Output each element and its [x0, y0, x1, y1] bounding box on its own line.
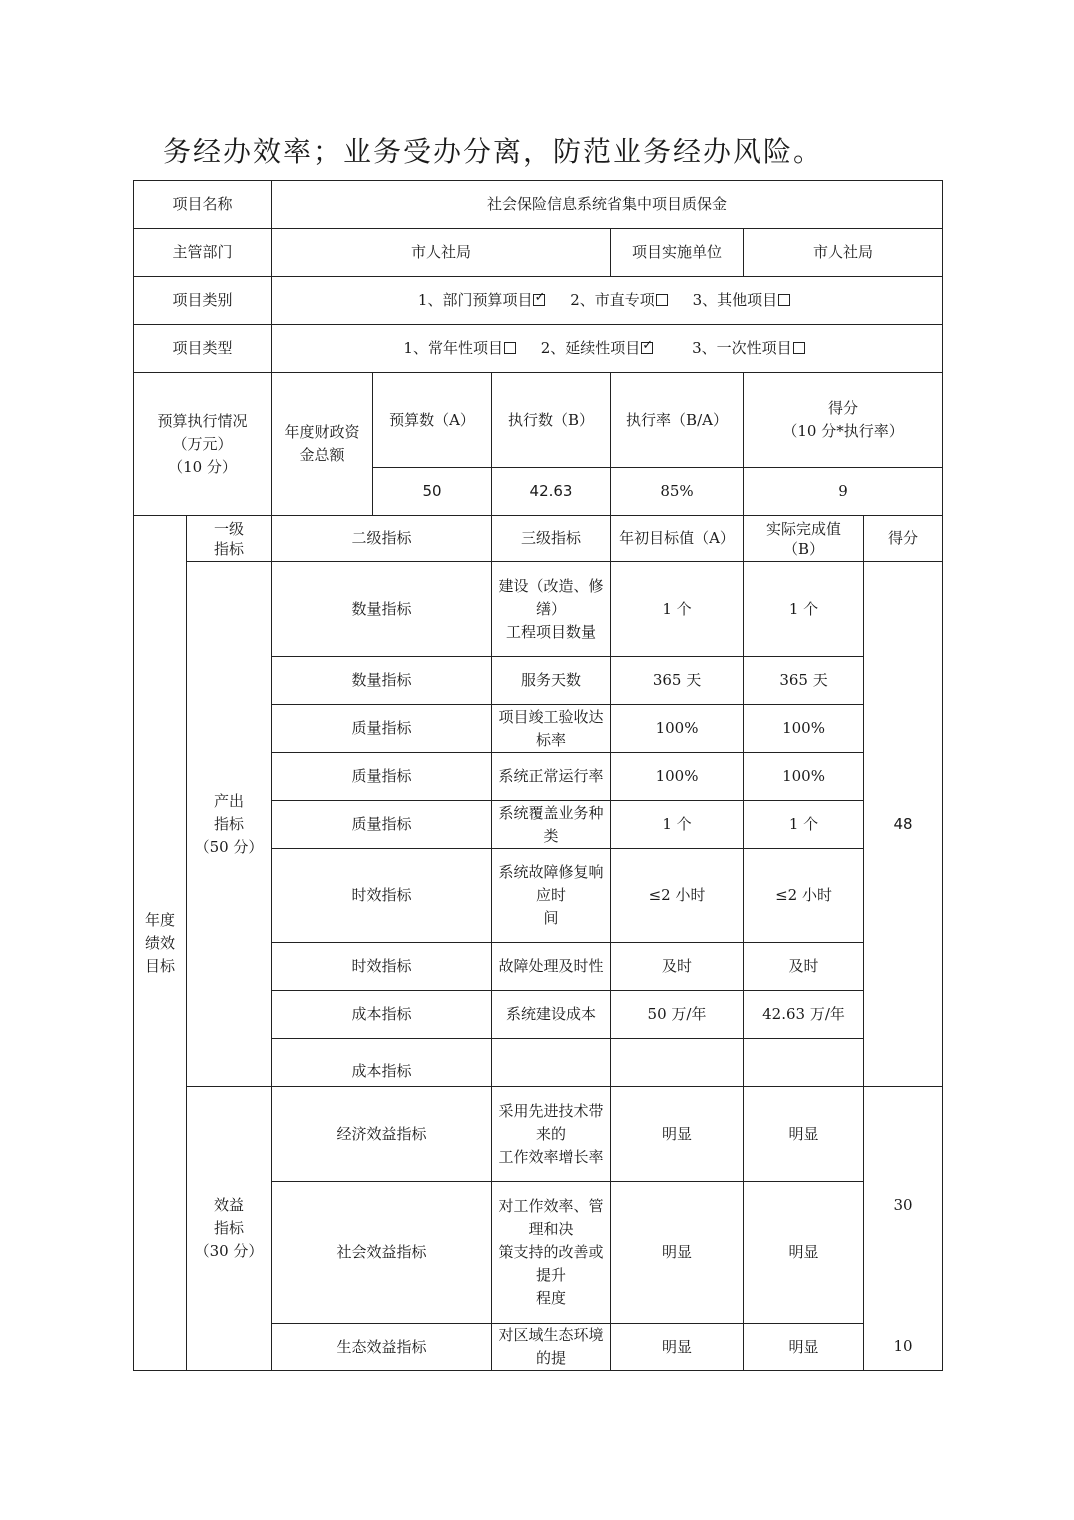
- l3-cell: 建设（改造、修缮） 工程项目数量: [492, 562, 611, 657]
- actual-cell: 100%: [744, 705, 864, 753]
- l3-cell: 对工作效率、管理和决 策支持的改善或提升 程度: [492, 1182, 611, 1324]
- l3-cell: 采用先进技术带来的 工作效率增长率: [492, 1087, 611, 1182]
- project-name-label: 项目名称: [134, 181, 272, 229]
- l3-cell: 系统正常运行率: [492, 753, 611, 801]
- department-label: 主管部门: [134, 229, 272, 277]
- budget-col-a: 预算数（A）: [373, 373, 492, 468]
- actual-cell: 1 个: [744, 801, 864, 849]
- category-row: [134, 277, 943, 325]
- l3-cell: 系统建设成本: [492, 991, 611, 1039]
- l3-cell: [492, 1039, 611, 1087]
- type-option-3-checkbox[interactable]: [793, 342, 805, 354]
- actual-cell: 及时: [744, 943, 864, 991]
- header-level2: 二级指标: [272, 516, 492, 562]
- target-cell: [611, 1039, 744, 1087]
- type-options: [272, 325, 943, 373]
- header-score: 得分: [864, 516, 943, 562]
- l2-cell: 时效指标: [272, 849, 492, 943]
- l2-cell: 时效指标: [272, 943, 492, 991]
- l2-cell: 数量指标: [272, 562, 492, 657]
- l3-cell: 故障处理及时性: [492, 943, 611, 991]
- department-value: 市人社局: [272, 229, 611, 277]
- l3-cell: 系统覆盖业务种类: [492, 801, 611, 849]
- category-option-2-label: 2、市直专项: [570, 291, 655, 309]
- header-actual: 实际完成值 （B）: [744, 516, 864, 562]
- table-row: [134, 562, 943, 657]
- actual-cell: 42.63 万/年: [744, 991, 864, 1039]
- budget-col-score: 得分 （10 分*执行率）: [744, 373, 943, 468]
- l2-cell: 数量指标: [272, 657, 492, 705]
- indicator-header-row: [134, 516, 943, 562]
- category-option-3-label: 3、其他项目: [692, 291, 778, 309]
- target-cell: 365 天: [611, 657, 744, 705]
- target-cell: ≤2 小时: [611, 849, 744, 943]
- type-option-3-label: 3、一次性项目: [692, 339, 792, 357]
- actual-cell: 1 个: [744, 562, 864, 657]
- actual-cell: 明显: [744, 1324, 864, 1371]
- l2-cell: 质量指标: [272, 705, 492, 753]
- budget-val-score: 9: [744, 468, 943, 516]
- target-cell: 1 个: [611, 562, 744, 657]
- continuation-text: 务经办效率；业务受办分离，防范业务经办风险。: [163, 135, 824, 168]
- output-score: 48: [864, 562, 943, 1087]
- budget-val-a: 50: [373, 468, 492, 516]
- type-label: 项目类型: [134, 325, 272, 373]
- type-option-1-checkbox[interactable]: [504, 342, 516, 354]
- target-cell: 明显: [611, 1087, 744, 1182]
- l3-cell: 对区域生态环境的提: [492, 1324, 611, 1371]
- budget-label: 预算执行情况 （万元） （10 分）: [134, 373, 272, 516]
- type-option-2-checkbox[interactable]: [641, 342, 653, 354]
- category-option-3-checkbox[interactable]: [778, 294, 790, 306]
- target-cell: 明显: [611, 1182, 744, 1324]
- output-indicator-label: 产出 指标 （50 分）: [187, 562, 272, 1087]
- benefit-score: 30: [864, 1087, 943, 1324]
- impl-unit-label: 项目实施单位: [611, 229, 744, 277]
- header-target: 年初目标值（A）: [611, 516, 744, 562]
- actual-cell: ≤2 小时: [744, 849, 864, 943]
- benefit-indicator-label: 效益 指标 （30 分）: [187, 1087, 272, 1371]
- category-label: 项目类别: [134, 277, 272, 325]
- budget-col-rate: 执行率（B/A）: [611, 373, 744, 468]
- impl-unit-value: 市人社局: [744, 229, 943, 277]
- category-option-1-checkbox[interactable]: [533, 294, 545, 306]
- l2-cell: 质量指标: [272, 753, 492, 801]
- actual-cell: 365 天: [744, 657, 864, 705]
- budget-header-row: [134, 373, 943, 468]
- eco-score: 10: [864, 1324, 943, 1371]
- target-cell: 50 万/年: [611, 991, 744, 1039]
- l2-cell: 成本指标: [272, 1039, 492, 1087]
- budget-val-b: 42.63: [492, 468, 611, 516]
- department-row: [134, 229, 943, 277]
- target-cell: 1 个: [611, 801, 744, 849]
- category-option-1-label: 1、部门预算项目: [417, 291, 533, 309]
- l3-cell: 系统故障修复响应时 间: [492, 849, 611, 943]
- l2-cell: 社会效益指标: [272, 1182, 492, 1324]
- project-name-value: 社会保险信息系统省集中项目质保金: [272, 181, 943, 229]
- target-cell: 100%: [611, 753, 744, 801]
- actual-cell: 100%: [744, 753, 864, 801]
- target-cell: 及时: [611, 943, 744, 991]
- type-option-1-label: 1、常年性项目: [403, 339, 503, 357]
- actual-cell: [744, 1039, 864, 1087]
- l2-cell: 成本指标: [272, 991, 492, 1039]
- budget-total-label: 年度财政资 金总额: [272, 373, 373, 516]
- budget-val-rate: 85%: [611, 468, 744, 516]
- table-row: [134, 1087, 943, 1182]
- performance-table: [133, 180, 943, 1371]
- l2-cell: 生态效益指标: [272, 1324, 492, 1371]
- budget-col-b: 执行数（B）: [492, 373, 611, 468]
- l3-cell: 项目竣工验收达标率: [492, 705, 611, 753]
- header-level1: 一级 指标: [187, 516, 272, 562]
- type-row: [134, 325, 943, 373]
- l2-cell: 质量指标: [272, 801, 492, 849]
- category-options: [272, 277, 943, 325]
- header-level3: 三级指标: [492, 516, 611, 562]
- type-option-2-label: 2、延续性项目: [540, 339, 641, 357]
- annual-goal-label: 年度 绩效 目标: [134, 516, 187, 1371]
- actual-cell: 明显: [744, 1182, 864, 1324]
- project-name-row: [134, 181, 943, 229]
- l3-cell: 服务天数: [492, 657, 611, 705]
- target-cell: 明显: [611, 1324, 744, 1371]
- actual-cell: 明显: [744, 1087, 864, 1182]
- target-cell: 100%: [611, 705, 744, 753]
- category-option-2-checkbox[interactable]: [656, 294, 668, 306]
- l2-cell: 经济效益指标: [272, 1087, 492, 1182]
